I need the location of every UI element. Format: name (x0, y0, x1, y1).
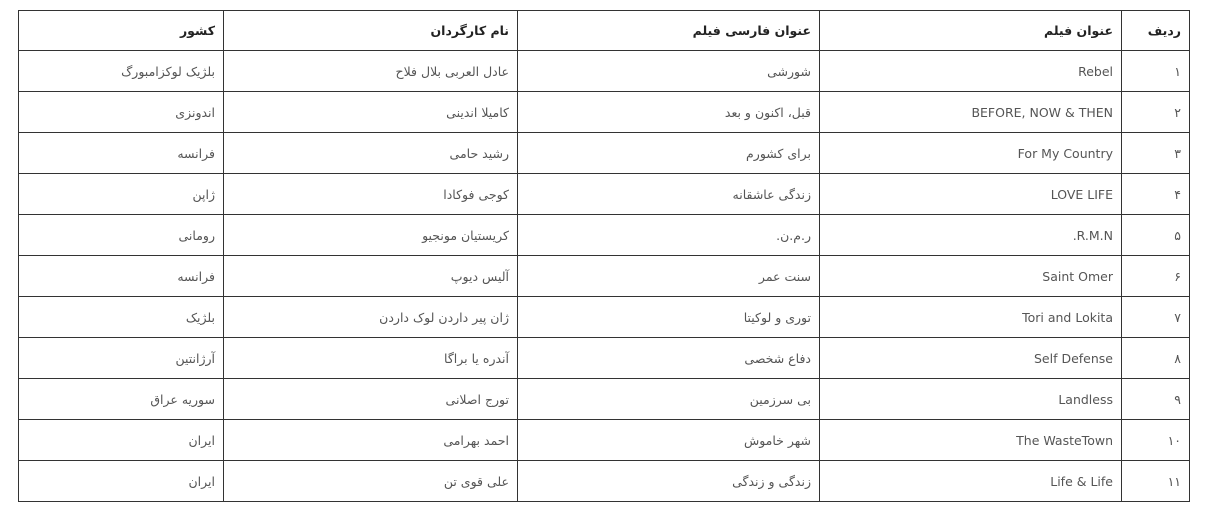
table-header-row (19, 11, 1190, 51)
row-country: ایران (19, 420, 224, 461)
row-title: Self Defense (820, 338, 1122, 379)
row-num: ۹ (1122, 379, 1190, 420)
table-row (19, 379, 1190, 420)
row-director: کوجی فوکادا (224, 174, 518, 215)
row-director: علی قوی تن (224, 461, 518, 502)
row-num: ۲ (1122, 92, 1190, 133)
table-row (19, 461, 1190, 502)
row-country: فرانسه (19, 256, 224, 297)
row-director: تورج اصلانی (224, 379, 518, 420)
row-persian-title: قبل، اکنون و بعد (518, 92, 820, 133)
header-title: عنوان فیلم (820, 11, 1122, 51)
row-num: ۱ (1122, 51, 1190, 92)
row-title: The WasteTown (820, 420, 1122, 461)
row-country: سوریه عراق (19, 379, 224, 420)
row-director: عادل العربی بلال فلاح (224, 51, 518, 92)
row-director: آلیس دیوپ (224, 256, 518, 297)
row-persian-title: شورشی (518, 51, 820, 92)
row-country: اندونزی (19, 92, 224, 133)
row-country: بلژیک لوکزامبورگ (19, 51, 224, 92)
row-director: احمد بهرامی (224, 420, 518, 461)
table-row (19, 133, 1190, 174)
row-country: ایران (19, 461, 224, 502)
row-director: آندره یا براگا (224, 338, 518, 379)
table-row (19, 256, 1190, 297)
table-row (19, 338, 1190, 379)
header-num: ردیف (1122, 11, 1190, 51)
row-num: ۴ (1122, 174, 1190, 215)
films-table (18, 10, 1190, 502)
row-title: For My Country (820, 133, 1122, 174)
table-body (19, 51, 1190, 502)
row-persian-title: شهر خاموش (518, 420, 820, 461)
row-country: ژاپن (19, 174, 224, 215)
row-persian-title: بی سرزمین (518, 379, 820, 420)
row-director: کامیلا اندینی (224, 92, 518, 133)
row-title: Life & Life (820, 461, 1122, 502)
row-num: ۶ (1122, 256, 1190, 297)
row-persian-title: توری و لوکیتا (518, 297, 820, 338)
row-persian-title: سنت عمر (518, 256, 820, 297)
row-num: ۳ (1122, 133, 1190, 174)
row-num: ۸ (1122, 338, 1190, 379)
row-persian-title: دفاع شخصی (518, 338, 820, 379)
row-num: ۱۱ (1122, 461, 1190, 502)
row-title: Rebel (820, 51, 1122, 92)
table-row (19, 174, 1190, 215)
films-table-container (18, 10, 1181, 502)
row-title: R.M.N. (820, 215, 1122, 256)
header-persian-title: عنوان فارسی فیلم (518, 11, 820, 51)
table-row (19, 420, 1190, 461)
row-persian-title: ر.م.ن. (518, 215, 820, 256)
row-country: فرانسه (19, 133, 224, 174)
row-persian-title: برای کشورم (518, 133, 820, 174)
row-title: LOVE LIFE (820, 174, 1122, 215)
row-country: آرژانتین (19, 338, 224, 379)
row-director: ژان پیر داردن لوک داردن (224, 297, 518, 338)
row-country: رومانی (19, 215, 224, 256)
header-country: کشور (19, 11, 224, 51)
row-num: ۵ (1122, 215, 1190, 256)
row-director: رشید حامی (224, 133, 518, 174)
row-persian-title: زندگی و زندگی (518, 461, 820, 502)
row-title: BEFORE, NOW & THEN (820, 92, 1122, 133)
header-director: نام کارگردان (224, 11, 518, 51)
table-row (19, 215, 1190, 256)
row-title: Landless (820, 379, 1122, 420)
table-row (19, 297, 1190, 338)
row-title: Tori and Lokita (820, 297, 1122, 338)
row-director: کریستیان مونجیو (224, 215, 518, 256)
row-num: ۱۰ (1122, 420, 1190, 461)
row-title: Saint Omer (820, 256, 1122, 297)
row-persian-title: زندگی عاشقانه (518, 174, 820, 215)
row-country: بلژیک (19, 297, 224, 338)
table-row (19, 92, 1190, 133)
table-row (19, 51, 1190, 92)
row-num: ۷ (1122, 297, 1190, 338)
